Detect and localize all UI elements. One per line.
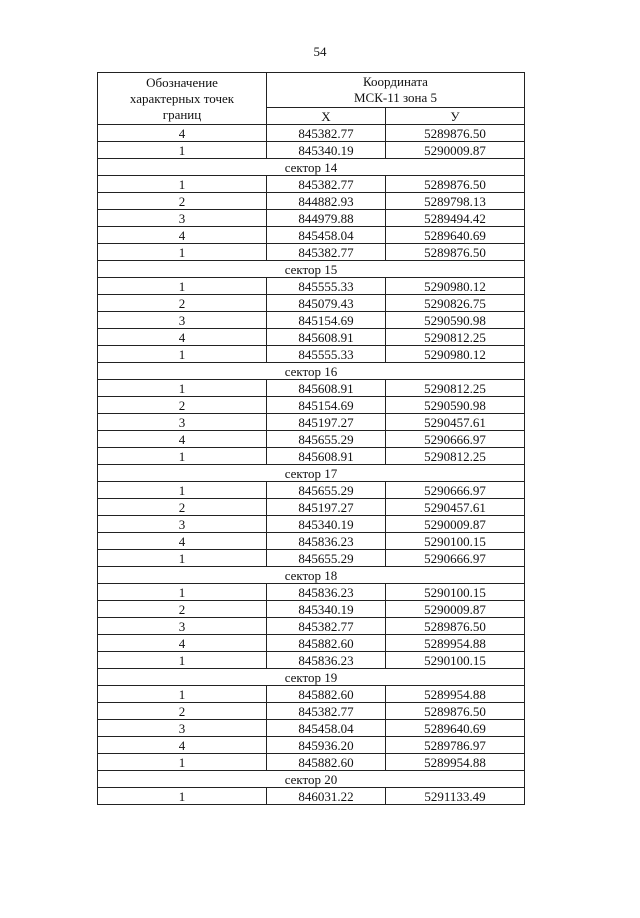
sector-row [98,669,525,686]
coordinate-header-line1: Координата [363,74,428,89]
x-coordinate-cell: 845836.23 [267,652,386,669]
point-number-cell: 1 [98,788,267,805]
sector-label: сектор 14 [98,159,525,176]
point-number-cell: 1 [98,754,267,771]
table-row [98,193,525,210]
table-row [98,516,525,533]
table-row [98,635,525,652]
point-number-cell: 1 [98,244,267,261]
y-coordinate-cell: 5289954.88 [386,754,525,771]
table-body [98,125,525,805]
point-label-header-line1: Обозначение [146,74,218,90]
x-coordinate-cell: 845882.60 [267,635,386,652]
sector-label: сектор 17 [98,465,525,482]
y-coordinate-cell: 5290812.25 [386,448,525,465]
x-coordinate-cell: 845836.23 [267,584,386,601]
x-coordinate-cell: 845608.91 [267,329,386,346]
x-coordinate-cell: 846031.22 [267,788,386,805]
table-row [98,312,525,329]
point-number-cell: 3 [98,618,267,635]
y-coordinate-cell: 5290980.12 [386,278,525,295]
sector-row [98,567,525,584]
table-row [98,346,525,363]
y-coordinate-cell: 5289640.69 [386,227,525,244]
point-number-cell: 2 [98,193,267,210]
x-coordinate-cell: 845458.04 [267,720,386,737]
y-coordinate-cell: 5290826.75 [386,295,525,312]
x-coordinate-cell: 845555.33 [267,346,386,363]
y-coordinate-cell: 5289954.88 [386,635,525,652]
table-row [98,227,525,244]
table-row [98,788,525,805]
table-row [98,601,525,618]
point-number-cell: 2 [98,499,267,516]
table-row [98,550,525,567]
x-coordinate-cell: 845079.43 [267,295,386,312]
table-row [98,482,525,499]
table-row [98,618,525,635]
table-row [98,125,525,142]
page-number: 54 [313,44,327,59]
x-coordinate-cell: 844882.93 [267,193,386,210]
y-coordinate-cell: 5290100.15 [386,652,525,669]
point-label-header-line3: границ [162,106,202,122]
table-row [98,397,525,414]
point-number-cell: 2 [98,295,267,312]
sector-row [98,159,525,176]
y-coordinate-cell: 5290666.97 [386,431,525,448]
point-number-cell: 4 [98,329,267,346]
point-number-cell: 1 [98,142,267,159]
table-row [98,754,525,771]
y-coordinate-cell: 5290009.87 [386,601,525,618]
x-coordinate-cell: 845836.23 [267,533,386,550]
table-row [98,210,525,227]
x-coordinate-cell: 845608.91 [267,380,386,397]
table-row [98,278,525,295]
point-number-cell: 1 [98,380,267,397]
sector-row [98,363,525,380]
table-row [98,703,525,720]
table-row [98,176,525,193]
x-coordinate-cell: 845882.60 [267,686,386,703]
x-coordinate-cell: 845382.77 [267,244,386,261]
x-coordinate-cell: 845340.19 [267,142,386,159]
point-number-cell: 4 [98,125,267,142]
y-coordinate-cell: 5291133.49 [386,788,525,805]
point-number-cell: 2 [98,703,267,720]
point-number-cell: 2 [98,601,267,618]
table-row [98,686,525,703]
y-coordinate-cell: 5290590.98 [386,397,525,414]
y-coordinate-cell: 5289954.88 [386,686,525,703]
table-row [98,737,525,754]
x-coordinate-cell: 845340.19 [267,516,386,533]
point-number-cell: 3 [98,210,267,227]
point-number-cell: 3 [98,312,267,329]
point-number-cell: 1 [98,584,267,601]
y-coordinate-cell: 5290100.15 [386,584,525,601]
table-row [98,584,525,601]
x-coordinate-cell: 845655.29 [267,550,386,567]
sector-label: сектор 20 [98,771,525,788]
point-number-cell: 2 [98,397,267,414]
x-coordinate-cell: 845936.20 [267,737,386,754]
x-coordinate-cell: 845458.04 [267,227,386,244]
sector-label: сектор 15 [98,261,525,278]
x-column-header: X [267,108,386,125]
y-coordinate-cell: 5289876.50 [386,244,525,261]
x-coordinate-cell: 845197.27 [267,414,386,431]
y-coordinate-cell: 5290457.61 [386,414,525,431]
x-coordinate-cell: 845382.77 [267,125,386,142]
x-coordinate-cell: 845382.77 [267,618,386,635]
table-header-row [98,73,525,108]
point-number-cell: 3 [98,414,267,431]
y-coordinate-cell: 5290812.25 [386,380,525,397]
point-number-cell: 1 [98,550,267,567]
y-coordinate-cell: 5289876.50 [386,125,525,142]
table-row [98,533,525,550]
point-number-cell: 1 [98,176,267,193]
table-row [98,720,525,737]
x-coordinate-cell: 845154.69 [267,397,386,414]
point-number-cell: 3 [98,720,267,737]
sector-label: сектор 19 [98,669,525,686]
y-coordinate-cell: 5289876.50 [386,176,525,193]
y-coordinate-cell: 5289786.97 [386,737,525,754]
point-number-cell: 1 [98,346,267,363]
table-row [98,448,525,465]
x-coordinate-cell: 845882.60 [267,754,386,771]
point-number-cell: 1 [98,652,267,669]
y-coordinate-cell: 5290980.12 [386,346,525,363]
y-coordinate-cell: 5289798.13 [386,193,525,210]
y-coordinate-cell: 5289494.42 [386,210,525,227]
point-number-cell: 4 [98,635,267,652]
table-row [98,380,525,397]
point-number-cell: 4 [98,737,267,754]
sector-row [98,261,525,278]
coordinates-table [97,72,525,805]
x-coordinate-cell: 845555.33 [267,278,386,295]
sector-label: сектор 18 [98,567,525,584]
y-coordinate-cell: 5290666.97 [386,482,525,499]
x-coordinate-cell: 845154.69 [267,312,386,329]
point-label-header-line2: характерных точек [129,90,235,106]
y-coordinate-cell: 5289876.50 [386,618,525,635]
coordinate-header-line2: МСК-11 зона 5 [353,90,438,105]
y-column-header: У [386,108,525,125]
table-row [98,499,525,516]
point-number-cell: 1 [98,278,267,295]
x-coordinate-cell: 845340.19 [267,601,386,618]
y-coordinate-cell: 5290812.25 [386,329,525,346]
table-row [98,329,525,346]
coordinate-header [267,73,525,108]
point-number-cell: 1 [98,686,267,703]
y-coordinate-cell: 5290666.97 [386,550,525,567]
y-coordinate-cell: 5290590.98 [386,312,525,329]
table-row [98,244,525,261]
table-row [98,414,525,431]
point-number-cell: 1 [98,448,267,465]
y-coordinate-cell: 5290009.87 [386,142,525,159]
point-number-cell: 3 [98,516,267,533]
point-number-cell: 4 [98,227,267,244]
table-row [98,295,525,312]
table-row [98,142,525,159]
x-coordinate-cell: 845382.77 [267,703,386,720]
x-coordinate-cell: 845655.29 [267,482,386,499]
point-number-cell: 4 [98,533,267,550]
table-row [98,652,525,669]
point-number-cell: 1 [98,482,267,499]
y-coordinate-cell: 5290009.87 [386,516,525,533]
sector-label: сектор 16 [98,363,525,380]
point-number-cell: 4 [98,431,267,448]
x-coordinate-cell: 845608.91 [267,448,386,465]
y-coordinate-cell: 5290457.61 [386,499,525,516]
sector-row [98,465,525,482]
x-coordinate-cell: 845197.27 [267,499,386,516]
point-label-header [98,73,267,125]
table-row [98,431,525,448]
y-coordinate-cell: 5290100.15 [386,533,525,550]
y-coordinate-cell: 5289876.50 [386,703,525,720]
x-coordinate-cell: 844979.88 [267,210,386,227]
y-coordinate-cell: 5289640.69 [386,720,525,737]
sector-row [98,771,525,788]
x-coordinate-cell: 845655.29 [267,431,386,448]
x-coordinate-cell: 845382.77 [267,176,386,193]
